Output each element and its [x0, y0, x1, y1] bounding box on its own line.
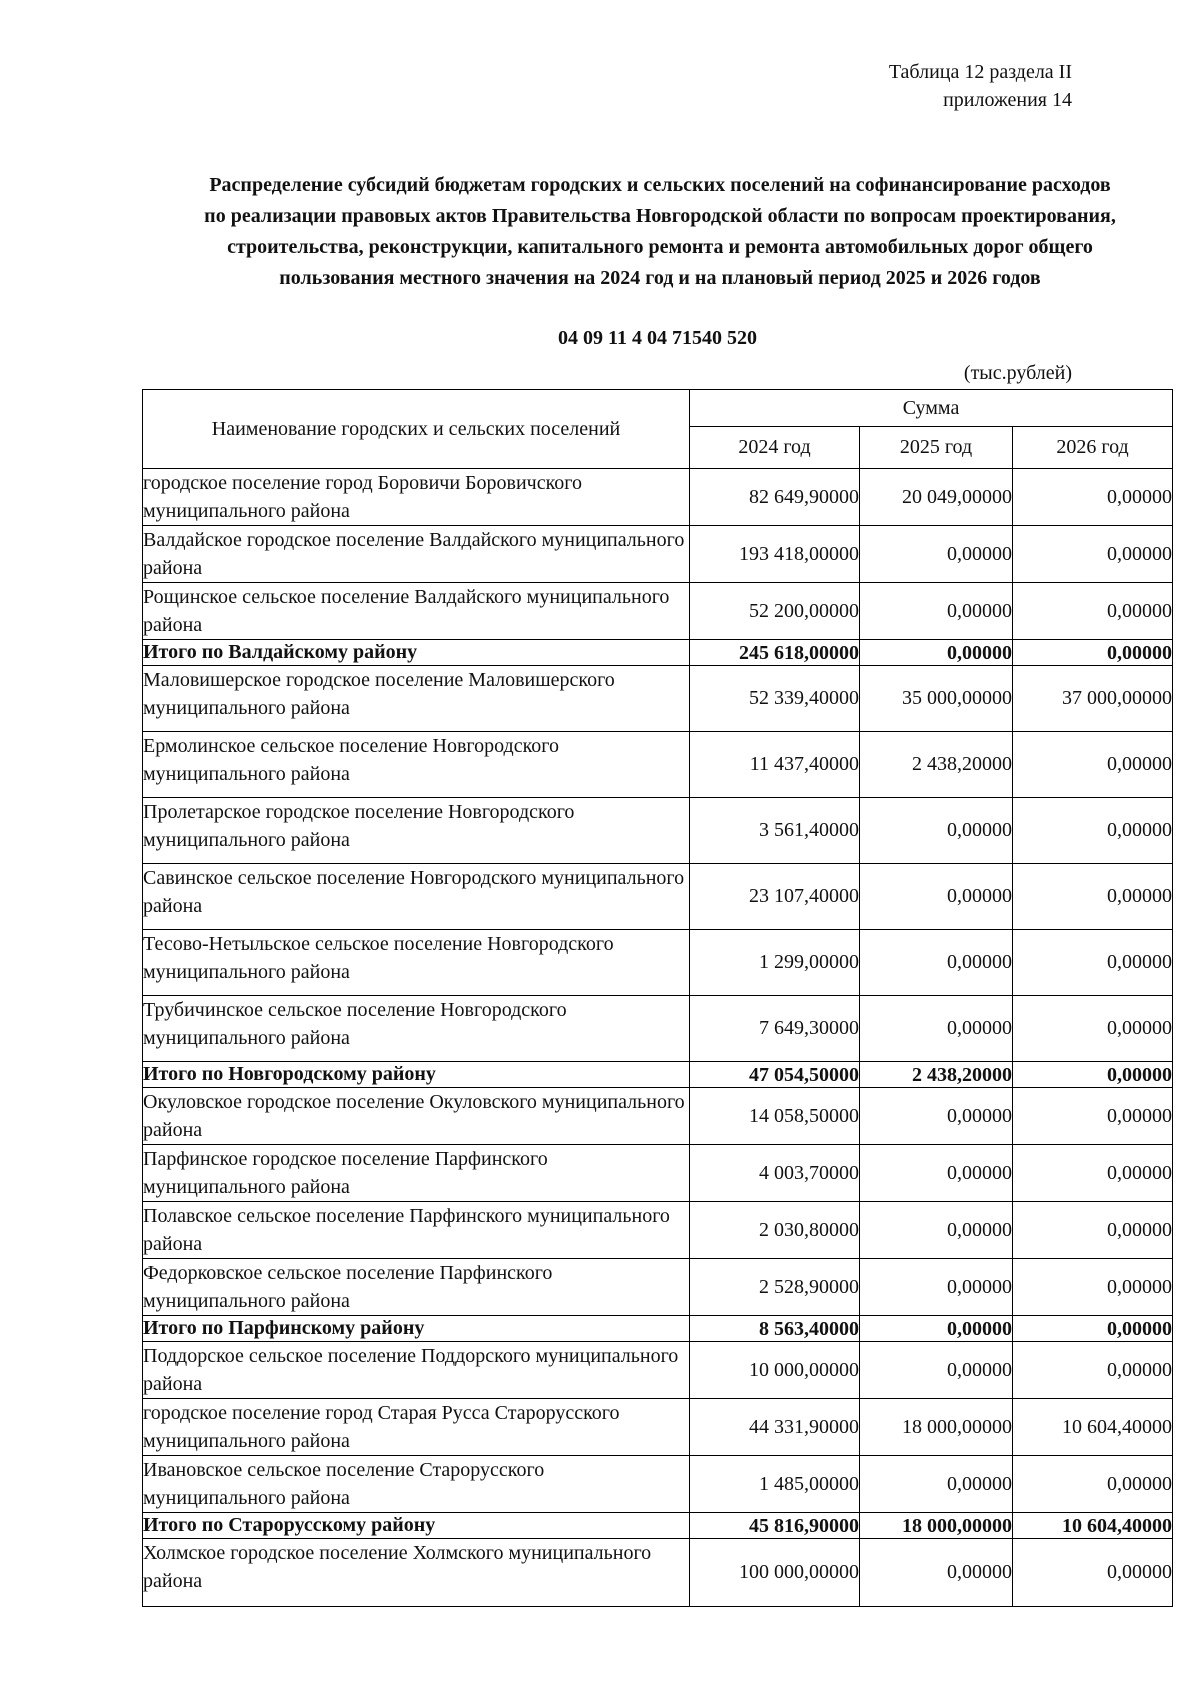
table-row [143, 1145, 1173, 1202]
value-2026-cell: 0,00000 [1013, 1062, 1173, 1088]
row-name-cell: городское поселение город Старая Русса Старорусского муниципального района [143, 1399, 690, 1456]
value-2024-cell: 100 000,00000 [690, 1539, 860, 1607]
value-2026-cell: 0,00000 [1013, 930, 1173, 996]
row-name-cell: Итого по Старорусскому району [143, 1513, 690, 1539]
value-2026-cell: 0,00000 [1013, 1316, 1173, 1342]
table-row [143, 666, 1173, 732]
value-2026-cell: 0,00000 [1013, 640, 1173, 666]
value-2025-cell: 0,00000 [860, 930, 1013, 996]
row-name-cell: Итого по Валдайскому району [143, 640, 690, 666]
table-total-row [143, 1316, 1173, 1342]
row-name-cell: Ивановское сельское поселение Старорусского муниципального района [143, 1456, 690, 1513]
row-name-cell: Маловишерское городское поселение Маловишерского муниципального района [143, 666, 690, 732]
table-row [143, 1539, 1173, 1607]
value-2025-cell: 0,00000 [860, 1088, 1013, 1145]
value-2024-cell: 3 561,40000 [690, 798, 860, 864]
column-header-sum: Сумма [690, 390, 1173, 427]
value-2025-cell: 18 000,00000 [860, 1399, 1013, 1456]
row-name-cell: Итого по Новгородскому району [143, 1062, 690, 1088]
value-2026-cell: 0,00000 [1013, 583, 1173, 640]
table-row [143, 526, 1173, 583]
value-2025-cell: 0,00000 [860, 583, 1013, 640]
value-2026-cell: 0,00000 [1013, 1456, 1173, 1513]
table-row [143, 583, 1173, 640]
table-row [143, 1088, 1173, 1145]
row-name-cell: Валдайское городское поселение Валдайского муниципального района [143, 526, 690, 583]
value-2025-cell: 2 438,20000 [860, 1062, 1013, 1088]
value-2026-cell: 0,00000 [1013, 1259, 1173, 1316]
value-2026-cell: 0,00000 [1013, 864, 1173, 930]
row-name-cell: городское поселение город Боровичи Боровичского муниципального района [143, 469, 690, 526]
row-name-cell: Трубичинское сельское поселение Новгородского муниципального района [143, 996, 690, 1062]
row-name-cell: Рощинское сельское поселение Валдайского муниципального района [143, 583, 690, 640]
value-2024-cell: 23 107,40000 [690, 864, 860, 930]
value-2026-cell: 0,00000 [1013, 1202, 1173, 1259]
row-name-cell: Федорковское сельское поселение Парфинского муниципального района [143, 1259, 690, 1316]
budget-classification-code: 04 09 11 4 04 71540 520 [558, 327, 757, 349]
value-2026-cell: 0,00000 [1013, 798, 1173, 864]
value-2024-cell: 45 816,90000 [690, 1513, 860, 1539]
value-2026-cell: 0,00000 [1013, 1145, 1173, 1202]
row-name-cell: Итого по Парфинскому району [143, 1316, 690, 1342]
value-2024-cell: 1 485,00000 [690, 1456, 860, 1513]
table-total-row [143, 640, 1173, 666]
table-total-row [143, 1513, 1173, 1539]
column-header-name: Наименование городских и сельских поселений [143, 390, 690, 469]
table-reference [889, 58, 1072, 114]
table-row [143, 1259, 1173, 1316]
value-2024-cell: 44 331,90000 [690, 1399, 860, 1456]
value-2026-cell: 0,00000 [1013, 469, 1173, 526]
table-row [143, 864, 1173, 930]
table-row [143, 1399, 1173, 1456]
column-header-2025: 2025 год [860, 427, 1013, 469]
units-label: (тыс.рублей) [963, 362, 1072, 384]
value-2026-cell: 0,00000 [1013, 996, 1173, 1062]
value-2024-cell: 8 563,40000 [690, 1316, 860, 1342]
row-name-cell: Савинское сельское поселение Новгородского муниципального района [143, 864, 690, 930]
value-2025-cell: 2 438,20000 [860, 732, 1013, 798]
value-2025-cell: 0,00000 [860, 640, 1013, 666]
value-2024-cell: 82 649,90000 [690, 469, 860, 526]
row-name-cell: Пролетарское городское поселение Новгородского муниципального района [143, 798, 690, 864]
document-title-line-4: пользования местного значения на 2024 год и на плановый период 2025 и 2026 годов [279, 267, 1041, 289]
table-body [143, 469, 1173, 1607]
value-2024-cell: 193 418,00000 [690, 526, 860, 583]
value-2024-cell: 7 649,30000 [690, 996, 860, 1062]
value-2024-cell: 245 618,00000 [690, 640, 860, 666]
value-2026-cell: 0,00000 [1013, 526, 1173, 583]
value-2025-cell: 0,00000 [860, 1316, 1013, 1342]
table-row [143, 1342, 1173, 1399]
value-2025-cell: 35 000,00000 [860, 666, 1013, 732]
row-name-cell: Тесово-Нетыльское сельское поселение Новгородского муниципального района [143, 930, 690, 996]
row-name-cell: Окуловское городское поселение Окуловского муниципального района [143, 1088, 690, 1145]
document-title [140, 170, 1180, 294]
value-2024-cell: 2 030,80000 [690, 1202, 860, 1259]
row-name-cell: Ермолинское сельское поселение Новгородского муниципального района [143, 732, 690, 798]
document-title-line-2: по реализации правовых актов Правительства Новгородской области по вопросам проектирования, [204, 205, 1116, 227]
value-2024-cell: 4 003,70000 [690, 1145, 860, 1202]
value-2026-cell: 0,00000 [1013, 1539, 1173, 1607]
table-row [143, 798, 1173, 864]
value-2025-cell: 0,00000 [860, 1456, 1013, 1513]
value-2025-cell: 20 049,00000 [860, 469, 1013, 526]
value-2024-cell: 1 299,00000 [690, 930, 860, 996]
table-reference-line-2: приложения 14 [943, 89, 1072, 111]
table-row [143, 930, 1173, 996]
value-2024-cell: 47 054,50000 [690, 1062, 860, 1088]
value-2024-cell: 11 437,40000 [690, 732, 860, 798]
value-2026-cell: 0,00000 [1013, 1342, 1173, 1399]
table-total-row [143, 1062, 1173, 1088]
value-2025-cell: 0,00000 [860, 1539, 1013, 1607]
value-2026-cell: 0,00000 [1013, 732, 1173, 798]
value-2025-cell: 18 000,00000 [860, 1513, 1013, 1539]
document-title-line-1: Распределение субсидий бюджетам городских и сельских поселений на софинансирование расходов [209, 174, 1111, 196]
value-2026-cell: 10 604,40000 [1013, 1513, 1173, 1539]
value-2025-cell: 0,00000 [860, 864, 1013, 930]
table-reference-line-1: Таблица 12 раздела II [888, 61, 1072, 83]
value-2025-cell: 0,00000 [860, 526, 1013, 583]
table-row [143, 1456, 1173, 1513]
row-name-cell: Парфинское городское поселение Парфинского муниципального района [143, 1145, 690, 1202]
document-title-line-3: строительства, реконструкции, капитального ремонта и ремонта автомобильных дорог общего [227, 236, 1093, 258]
table-row [143, 996, 1173, 1062]
table-row [143, 732, 1173, 798]
value-2024-cell: 52 200,00000 [690, 583, 860, 640]
table-row [143, 469, 1173, 526]
value-2024-cell: 10 000,00000 [690, 1342, 860, 1399]
row-name-cell: Полавское сельское поселение Парфинского муниципального района [143, 1202, 690, 1259]
value-2025-cell: 0,00000 [860, 1342, 1013, 1399]
value-2026-cell: 37 000,00000 [1013, 666, 1173, 732]
column-header-2026: 2026 год [1013, 427, 1173, 469]
value-2025-cell: 0,00000 [860, 1259, 1013, 1316]
value-2025-cell: 0,00000 [860, 1145, 1013, 1202]
row-name-cell: Холмское городское поселение Холмского муниципального района [143, 1539, 690, 1607]
value-2025-cell: 0,00000 [860, 996, 1013, 1062]
column-header-2024: 2024 год [690, 427, 860, 469]
value-2024-cell: 52 339,40000 [690, 666, 860, 732]
row-name-cell: Поддорское сельское поселение Поддорского муниципального района [143, 1342, 690, 1399]
value-2025-cell: 0,00000 [860, 1202, 1013, 1259]
value-2026-cell: 10 604,40000 [1013, 1399, 1173, 1456]
value-2024-cell: 14 058,50000 [690, 1088, 860, 1145]
value-2025-cell: 0,00000 [860, 798, 1013, 864]
value-2024-cell: 2 528,90000 [690, 1259, 860, 1316]
value-2026-cell: 0,00000 [1013, 1088, 1173, 1145]
table-row [143, 1202, 1173, 1259]
subsidy-table [142, 389, 1173, 1607]
